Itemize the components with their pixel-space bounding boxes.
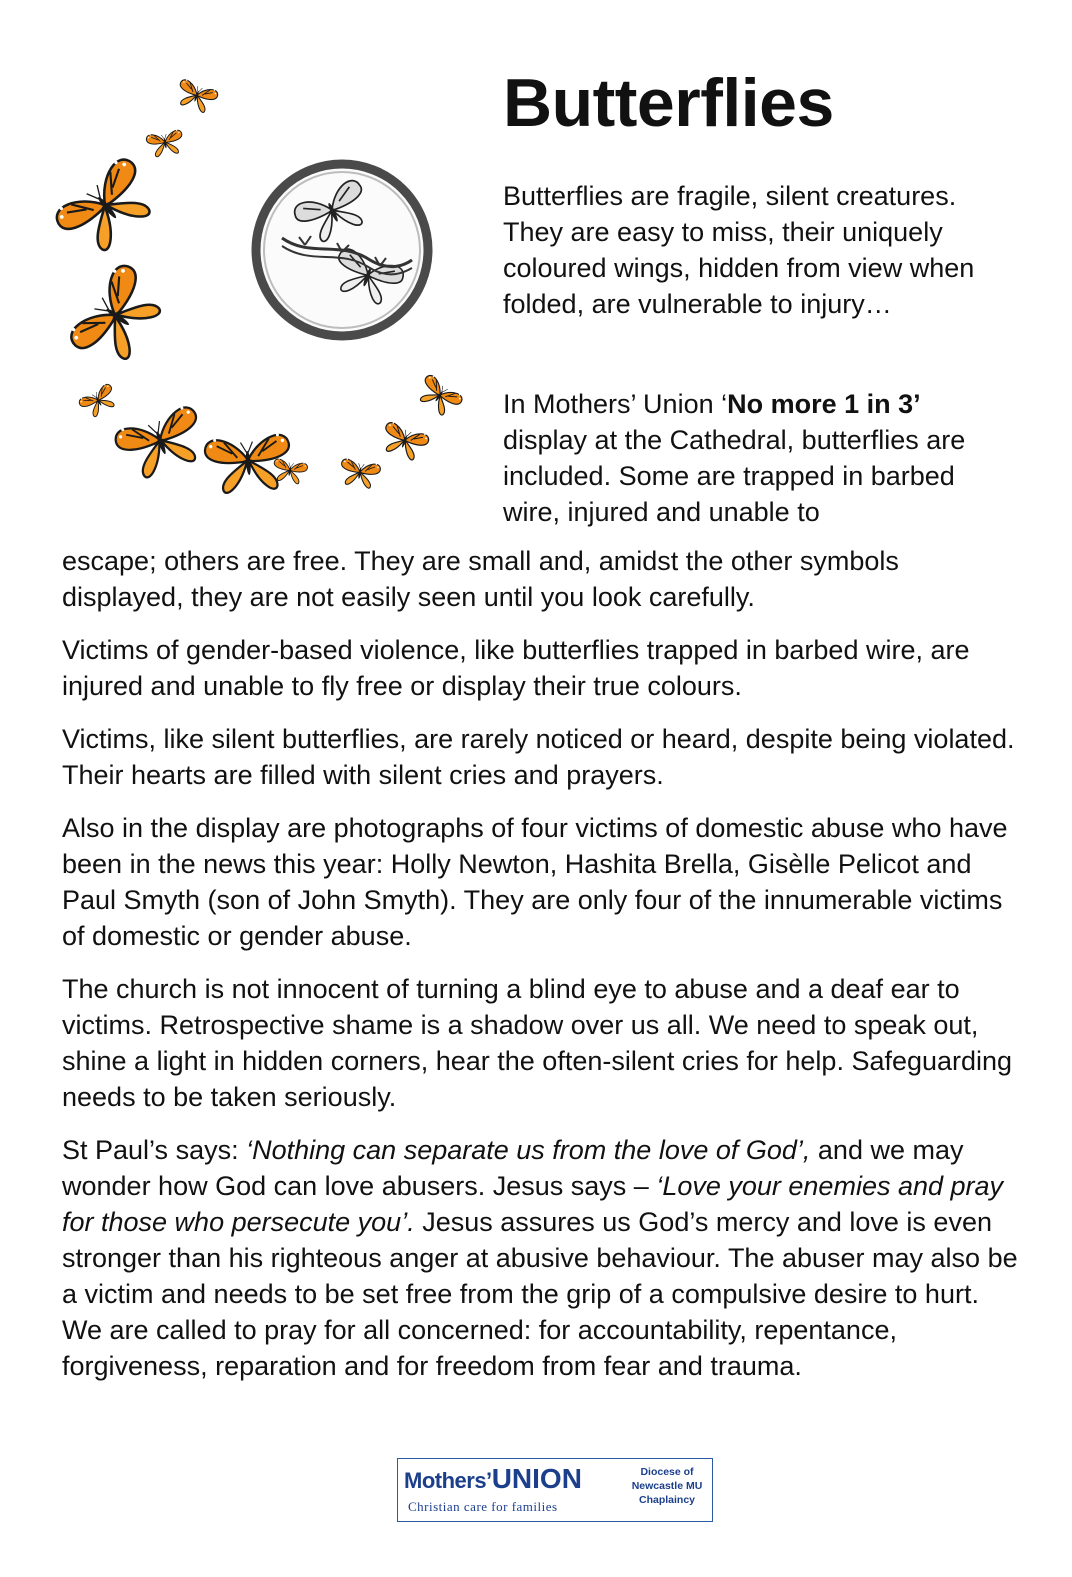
diocese-line-3: Chaplaincy [638, 1494, 696, 1506]
butterfly-icon [378, 420, 430, 463]
butterfly-icon [414, 373, 465, 420]
butterfly-icon [112, 403, 210, 483]
logo-tagline: Christian care for families [408, 1499, 558, 1514]
diocese-line-1: Diocese of [640, 1466, 694, 1478]
victims-barbed-wire-paragraph: Victims of gender-based violence, like butterflies trapped in barbed wire, are injured and unable to fly free or display their true colours. [62, 635, 970, 701]
butterfly-icon [338, 458, 381, 490]
logo-wordmark [404, 1463, 582, 1495]
butterfly-icon [77, 382, 120, 420]
butterfly-illustration [20, 60, 490, 530]
intro-paragraph [503, 178, 1003, 338]
para7-text-1: St Paul’s says: [62, 1135, 247, 1165]
logo-diocese [624, 1465, 710, 1507]
display-paragraph-tail: escape; others are free. They are small and, amidst the other symbols displayed, they are not easily seen until you look carefully. [62, 546, 899, 612]
para7-text-2: and we may wonder how God can love abusers. Jesus says – [62, 1135, 964, 1201]
st-paul-paragraph [62, 1132, 1022, 1384]
para2-lead: In Mothers’ Union ‘ [503, 389, 728, 419]
para7-quote-2: ‘Love your enemies and pray for those who persecute you’. [62, 1171, 1004, 1237]
intro-text: Butterflies are fragile, silent creatures. They are easy to miss, their uniquely coloured wings, hidden from view when folded, are vulnerable to injury… [503, 181, 975, 319]
body-text [62, 543, 1022, 1401]
butterfly-icon [51, 153, 164, 262]
para7-text-3: Jesus assures us God’s mercy and love is even stronger than his righteous anger at abusive behaviour. The abuser may also be a victim and needs to be set free from the grip of a compulsive desire to hurt. We are called to pray for all concerned: for accountability, repentance, forgiveness, reparation and for freedom from fear and trauma. [62, 1207, 1018, 1381]
page-title: Butterflies [503, 65, 834, 141]
logo-union: UNION [491, 1463, 582, 1494]
church-paragraph: The church is not innocent of turning a blind eye to abuse and a deaf ear to victims. Retrospective shame is a shadow over us all. We need to speak out, shine a light in hidden corners, hear the often-silent cries for help. Safeguarding needs to be taken seriously. [62, 974, 1013, 1112]
photographs-paragraph: Also in the display are photographs of four victims of domestic abuse who have been in the news this year: Holly Newton, Hashita Brella, Gisèlle Pelicot and Paul Smyth (son of John Smyth). They are only four of the innumerable victims of domestic or gender abuse. [62, 813, 1008, 951]
logo-mothers: Mothers’ [404, 1468, 492, 1493]
silent-victims-paragraph: Victims, like silent butterflies, are rarely noticed or heard, despite being violated. Their hearts are filled with silent cries and prayers. [62, 724, 1015, 790]
butterfly-icon [65, 260, 171, 374]
mothers-union-logo [397, 1458, 713, 1522]
butterfly-icon [174, 78, 220, 116]
display-paragraph-head [503, 386, 1003, 530]
campaign-name: No more 1 in 3’ [727, 389, 921, 419]
butterfly-icon [146, 129, 185, 158]
diocese-line-2: Newcastle MU [631, 1480, 703, 1492]
para7-quote-1: ‘Nothing can separate us from the love of God’, [246, 1135, 811, 1165]
para2-rest: display at the Cathedral, butterflies are included. Some are trapped in barbed wire, injured and unable to [503, 425, 966, 527]
barbed-wire-emblem-icon [256, 164, 428, 336]
